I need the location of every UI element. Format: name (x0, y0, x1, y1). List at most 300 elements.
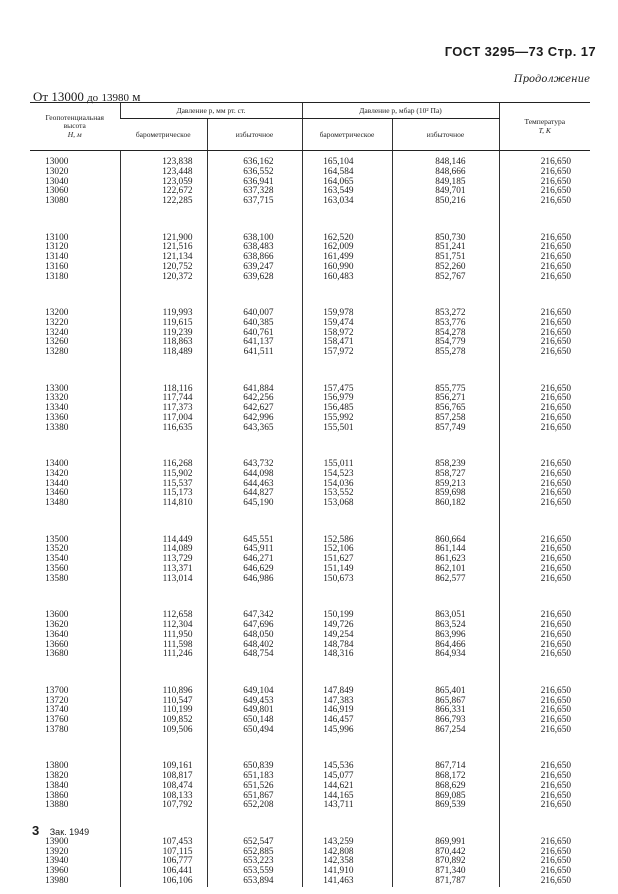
cell-value: 13020 (45, 166, 69, 177)
table-cell (392, 358, 499, 434)
table-row (30, 151, 590, 207)
cell-value: 144,165 (323, 790, 354, 801)
col-group-mm: Давление p, мм рт. ст. (120, 103, 302, 119)
cell-value: 638,100 (243, 232, 274, 243)
col-header-height-l1: Геопотенциальная (45, 112, 104, 122)
cell-value: 216,650 (540, 186, 571, 197)
cell-value: 13260 (45, 337, 69, 348)
table-cell (302, 151, 392, 207)
cell-value: 13240 (45, 327, 69, 338)
cell-value: 849,701 (435, 186, 466, 197)
cell-value: 160,483 (323, 271, 354, 282)
cell-value: 159,474 (323, 317, 354, 328)
cell-value: 851,241 (435, 242, 466, 253)
cell-value: 160,990 (323, 261, 354, 272)
table-cell (120, 433, 207, 509)
cell-value: 115,902 (162, 468, 193, 479)
cell-value: 113,014 (162, 573, 193, 584)
table-cell (30, 509, 120, 585)
cell-value: 149,726 (323, 620, 354, 631)
cell-value: 13160 (45, 261, 69, 272)
cell-value: 216,650 (540, 196, 571, 206)
cell-value: 13540 (45, 554, 69, 565)
cell-value: 642,256 (243, 393, 274, 404)
cell-value: 216,650 (540, 383, 571, 394)
cell-value: 638,866 (243, 252, 274, 263)
table-cell (302, 433, 392, 509)
table-cell (302, 282, 392, 358)
cell-value: 216,650 (540, 534, 571, 545)
cell-value: 13740 (45, 705, 69, 716)
table-cell (120, 660, 207, 736)
cell-value: 153,552 (323, 488, 354, 499)
cell-value: 115,537 (162, 478, 193, 489)
cell-value: 163,034 (323, 196, 354, 206)
col-header-mm-excess: избыточное (207, 119, 302, 151)
cell-value: 122,672 (162, 186, 193, 197)
cell-value: 13340 (45, 403, 69, 414)
table-cell (392, 282, 499, 358)
cell-value: 640,007 (243, 308, 274, 319)
cell-value: 652,547 (243, 836, 274, 847)
cell-value: 13680 (45, 649, 69, 660)
cell-value: 13140 (45, 252, 69, 263)
cell-value: 853,776 (435, 317, 466, 328)
cell-value: 848,666 (435, 166, 466, 177)
atmosphere-table (30, 102, 590, 887)
table-cell (499, 151, 590, 207)
cell-value: 122,285 (162, 196, 193, 206)
cell-value: 650,148 (243, 715, 274, 726)
table-cell (30, 736, 120, 812)
cell-value: 157,475 (323, 383, 354, 394)
cell-value: 118,863 (162, 337, 193, 348)
cell-value: 216,650 (540, 800, 571, 811)
cell-value: 216,650 (540, 685, 571, 696)
cell-value: 216,650 (540, 649, 571, 660)
cell-value: 853,272 (435, 308, 466, 319)
cell-value: 155,992 (323, 412, 354, 423)
table-cell (392, 660, 499, 736)
cell-value: 216,650 (540, 412, 571, 423)
cell-value: 154,523 (323, 468, 354, 479)
cell-value: 855,278 (435, 347, 466, 358)
col-header-mbar-excess: избыточное (392, 119, 499, 151)
cell-value: 851,751 (435, 252, 466, 263)
cell-value: 648,402 (243, 639, 274, 650)
table-cell (302, 509, 392, 585)
cell-value: 121,900 (162, 232, 193, 243)
cell-value: 216,650 (540, 771, 571, 782)
cell-value: 115,173 (162, 488, 193, 499)
cell-value: 216,650 (540, 337, 571, 348)
cell-value: 110,547 (162, 695, 193, 706)
table-cell (392, 509, 499, 585)
table-cell (30, 433, 120, 509)
cell-value: 645,551 (243, 534, 274, 545)
cell-value: 216,650 (540, 780, 571, 791)
cell-value: 13460 (45, 488, 69, 499)
cell-value: 649,453 (243, 695, 274, 706)
table-row (30, 584, 590, 660)
cell-value: 107,453 (162, 836, 193, 847)
cell-value: 13780 (45, 724, 69, 735)
cell-value: 645,190 (243, 498, 274, 509)
cell-value: 865,867 (435, 695, 466, 706)
cell-value: 117,373 (162, 403, 193, 414)
cell-value: 13800 (45, 761, 69, 772)
cell-value: 141,463 (323, 875, 354, 886)
cell-value: 151,627 (323, 554, 354, 565)
cell-value: 645,911 (243, 544, 274, 555)
cell-value: 118,489 (162, 347, 193, 358)
table-cell (30, 358, 120, 434)
cell-value: 13520 (45, 544, 69, 555)
cell-value: 109,161 (162, 761, 193, 772)
cell-value: 216,650 (540, 856, 571, 867)
cell-value: 146,919 (323, 705, 354, 716)
cell-value: 216,650 (540, 242, 571, 253)
cell-value: 165,104 (323, 157, 354, 167)
cell-value: 852,260 (435, 261, 466, 272)
cell-value: 643,365 (243, 422, 274, 433)
cell-value: 216,650 (540, 403, 571, 414)
cell-value: 855,775 (435, 383, 466, 394)
cell-value: 216,650 (540, 866, 571, 877)
cell-value: 849,185 (435, 176, 466, 187)
cell-value: 850,216 (435, 196, 466, 206)
cell-value: 653,223 (243, 856, 274, 867)
cell-value: 216,650 (540, 639, 571, 650)
cell-value: 639,628 (243, 271, 274, 282)
cell-value: 636,552 (243, 166, 274, 177)
cell-value: 641,511 (243, 347, 274, 358)
order-number: Зак. 1949 (49, 827, 90, 837)
table-cell (207, 509, 302, 585)
cell-value: 108,133 (162, 790, 193, 801)
table-cell (302, 358, 392, 434)
cell-value: 652,885 (243, 846, 274, 857)
cell-value: 13920 (45, 846, 69, 857)
cell-value: 862,577 (435, 573, 466, 584)
cell-value: 155,501 (323, 422, 354, 433)
cell-value: 143,259 (323, 836, 354, 847)
table-cell (120, 358, 207, 434)
cell-value: 13380 (45, 422, 69, 433)
table-cell (207, 433, 302, 509)
table-cell (30, 207, 120, 283)
table-cell (207, 282, 302, 358)
cell-value: 152,106 (323, 544, 354, 555)
table-cell (207, 584, 302, 660)
cell-value: 856,271 (435, 393, 466, 404)
cell-value: 640,761 (243, 327, 274, 338)
cell-value: 111,246 (162, 649, 193, 660)
cell-value: 869,085 (435, 790, 466, 801)
table-cell (302, 660, 392, 736)
table-row (30, 358, 590, 434)
table-cell (392, 736, 499, 812)
cell-value: 850,730 (435, 232, 466, 243)
cell-value: 864,934 (435, 649, 466, 660)
cell-value: 13420 (45, 468, 69, 479)
cell-value: 216,650 (540, 261, 571, 272)
cell-value: 13860 (45, 790, 69, 801)
cell-value: 13120 (45, 242, 69, 253)
cell-value: 860,664 (435, 534, 466, 545)
table-cell (207, 811, 302, 887)
cell-value: 123,838 (162, 157, 193, 167)
cell-value: 159,978 (323, 308, 354, 319)
cell-value: 860,182 (435, 498, 466, 509)
cell-value: 111,598 (162, 639, 193, 650)
table-cell (30, 282, 120, 358)
cell-value: 148,784 (323, 639, 354, 650)
cell-value: 164,065 (323, 176, 354, 187)
cell-value: 110,199 (162, 705, 193, 716)
cell-value: 116,635 (162, 422, 193, 433)
continuation-label: Продолжение (513, 74, 590, 85)
table-cell (392, 207, 499, 283)
cell-value: 117,744 (162, 393, 193, 404)
cell-value: 106,777 (162, 856, 193, 867)
table-cell (120, 151, 207, 207)
cell-value: 870,892 (435, 856, 466, 867)
cell-value: 858,239 (435, 459, 466, 470)
table-cell (120, 282, 207, 358)
cell-value: 145,996 (323, 724, 354, 735)
cell-value: 119,615 (162, 317, 193, 328)
col-header-height (30, 103, 120, 151)
cell-value: 13080 (45, 196, 69, 206)
cell-value: 121,516 (162, 242, 193, 253)
table-row (30, 811, 590, 887)
cell-value: 216,650 (540, 761, 571, 772)
table-cell (120, 736, 207, 812)
table-cell (207, 358, 302, 434)
cell-value: 142,358 (323, 856, 354, 867)
cell-value: 216,650 (540, 620, 571, 631)
cell-value: 651,526 (243, 780, 274, 791)
cell-value: 156,979 (323, 393, 354, 404)
cell-value: 646,629 (243, 563, 274, 574)
table-cell (392, 584, 499, 660)
cell-value: 151,149 (323, 563, 354, 574)
cell-value: 651,183 (243, 771, 274, 782)
cell-value: 109,506 (162, 724, 193, 735)
cell-value: 852,767 (435, 271, 466, 282)
cell-value: 861,144 (435, 544, 466, 555)
cell-value: 113,371 (162, 563, 193, 574)
cell-value: 13700 (45, 685, 69, 696)
cell-value: 116,268 (162, 459, 193, 470)
range-unit: м (132, 89, 141, 104)
cell-value: 142,808 (323, 846, 354, 857)
cell-value: 216,650 (540, 422, 571, 433)
cell-value: 863,996 (435, 629, 466, 640)
cell-value: 863,051 (435, 610, 466, 621)
range-to-word: до (87, 92, 99, 104)
cell-value: 152,586 (323, 534, 354, 545)
table-cell (499, 736, 590, 812)
cell-value: 118,116 (162, 383, 193, 394)
cell-value: 141,910 (323, 866, 354, 877)
cell-value: 144,621 (323, 780, 354, 791)
cell-value: 119,993 (162, 308, 193, 319)
cell-value: 143,711 (323, 800, 354, 811)
cell-value: 108,817 (162, 771, 193, 782)
cell-value: 153,068 (323, 498, 354, 509)
cell-value: 644,463 (243, 478, 274, 489)
cell-value: 13280 (45, 347, 69, 358)
cell-value: 163,549 (323, 186, 354, 197)
cell-value: 648,050 (243, 629, 274, 640)
cell-value: 216,650 (540, 544, 571, 555)
table-row (30, 736, 590, 812)
cell-value: 106,441 (162, 866, 193, 877)
page-header: ГОСТ 3295—73 Стр. 17 (444, 44, 596, 59)
cell-value: 13840 (45, 780, 69, 791)
cell-value: 649,801 (243, 705, 274, 716)
cell-value: 869,539 (435, 800, 466, 811)
cell-value: 866,793 (435, 715, 466, 726)
cell-value: 867,254 (435, 724, 466, 735)
cell-value: 216,650 (540, 724, 571, 735)
cell-value: 13640 (45, 629, 69, 640)
cell-value: 858,727 (435, 468, 466, 479)
cell-value: 857,749 (435, 422, 466, 433)
cell-value: 216,650 (540, 790, 571, 801)
cell-value: 112,304 (162, 620, 193, 631)
cell-value: 13880 (45, 800, 69, 811)
cell-value: 648,754 (243, 649, 274, 660)
cell-value: 13620 (45, 620, 69, 631)
cell-value: 114,089 (162, 544, 193, 555)
cell-value: 216,650 (540, 166, 571, 177)
cell-value: 150,199 (323, 610, 354, 621)
cell-value: 653,894 (243, 875, 274, 886)
cell-value: 653,559 (243, 866, 274, 877)
cell-value: 216,650 (540, 715, 571, 726)
cell-value: 216,650 (540, 157, 571, 167)
cell-value: 109,852 (162, 715, 193, 726)
cell-value: 216,650 (540, 563, 571, 574)
cell-value: 870,442 (435, 846, 466, 857)
table-cell (499, 811, 590, 887)
cell-value: 854,278 (435, 327, 466, 338)
table-cell (207, 660, 302, 736)
cell-value: 865,401 (435, 685, 466, 696)
cell-value: 13660 (45, 639, 69, 650)
cell-value: 13720 (45, 695, 69, 706)
cell-value: 216,650 (540, 488, 571, 499)
cell-value: 854,779 (435, 337, 466, 348)
cell-value: 114,449 (162, 534, 193, 545)
cell-value: 647,696 (243, 620, 274, 631)
cell-value: 864,466 (435, 639, 466, 650)
cell-value: 156,485 (323, 403, 354, 414)
cell-value: 216,650 (540, 327, 571, 338)
cell-value: 119,239 (162, 327, 193, 338)
cell-value: 636,162 (243, 157, 274, 167)
cell-value: 145,077 (323, 771, 354, 782)
cell-value: 13980 (45, 875, 69, 886)
table-cell (499, 509, 590, 585)
cell-value: 13600 (45, 610, 69, 621)
cell-value: 871,787 (435, 875, 466, 886)
table-cell (499, 282, 590, 358)
table-cell (30, 660, 120, 736)
cell-value: 155,011 (323, 459, 354, 470)
cell-value: 13440 (45, 478, 69, 489)
cell-value: 857,258 (435, 412, 466, 423)
cell-value: 13000 (45, 157, 69, 167)
cell-value: 13940 (45, 856, 69, 867)
cell-value: 145,536 (323, 761, 354, 772)
cell-value: 859,213 (435, 478, 466, 489)
cell-value: 13360 (45, 412, 69, 423)
cell-value: 651,867 (243, 790, 274, 801)
cell-value: 216,650 (540, 176, 571, 187)
cell-value: 162,009 (323, 242, 354, 253)
cell-value: 216,650 (540, 836, 571, 847)
cell-value: 150,673 (323, 573, 354, 584)
cell-value: 216,650 (540, 610, 571, 621)
cell-value: 647,342 (243, 610, 274, 621)
cell-value: 13580 (45, 573, 69, 584)
table-cell (392, 151, 499, 207)
table-cell (120, 509, 207, 585)
cell-value: 638,483 (243, 242, 274, 253)
cell-value: 650,839 (243, 761, 274, 772)
cell-value: 216,650 (540, 705, 571, 716)
cell-value: 871,340 (435, 866, 466, 877)
cell-value: 637,328 (243, 186, 274, 197)
cell-value: 646,986 (243, 573, 274, 584)
table-cell (120, 584, 207, 660)
cell-value: 216,650 (540, 478, 571, 489)
cell-value: 216,650 (540, 875, 571, 886)
cell-value: 13500 (45, 534, 69, 545)
cell-value: 216,650 (540, 573, 571, 584)
cell-value: 13760 (45, 715, 69, 726)
cell-value: 13300 (45, 383, 69, 394)
col-header-height-l3: H, м (67, 129, 82, 139)
cell-value: 154,036 (323, 478, 354, 489)
cell-value: 640,385 (243, 317, 274, 328)
table-cell (120, 811, 207, 887)
page-footer (32, 823, 89, 838)
table-cell (207, 151, 302, 207)
cell-value: 147,383 (323, 695, 354, 706)
cell-value: 117,004 (162, 412, 193, 423)
cell-value: 216,650 (540, 695, 571, 706)
cell-value: 861,623 (435, 554, 466, 565)
cell-value: 216,650 (540, 498, 571, 509)
cell-value: 147,849 (323, 685, 354, 696)
table-cell (302, 736, 392, 812)
cell-value: 110,896 (162, 685, 193, 696)
cell-value: 13560 (45, 563, 69, 574)
cell-value: 161,499 (323, 252, 354, 263)
cell-value: 13320 (45, 393, 69, 404)
cell-value: 123,448 (162, 166, 193, 177)
cell-value: 106,106 (162, 875, 193, 886)
cell-value: 636,941 (243, 176, 274, 187)
col-group-mbar: Давление p, мбар (10² Па) (302, 103, 499, 119)
cell-value: 13040 (45, 176, 69, 187)
cell-value: 216,650 (540, 393, 571, 404)
